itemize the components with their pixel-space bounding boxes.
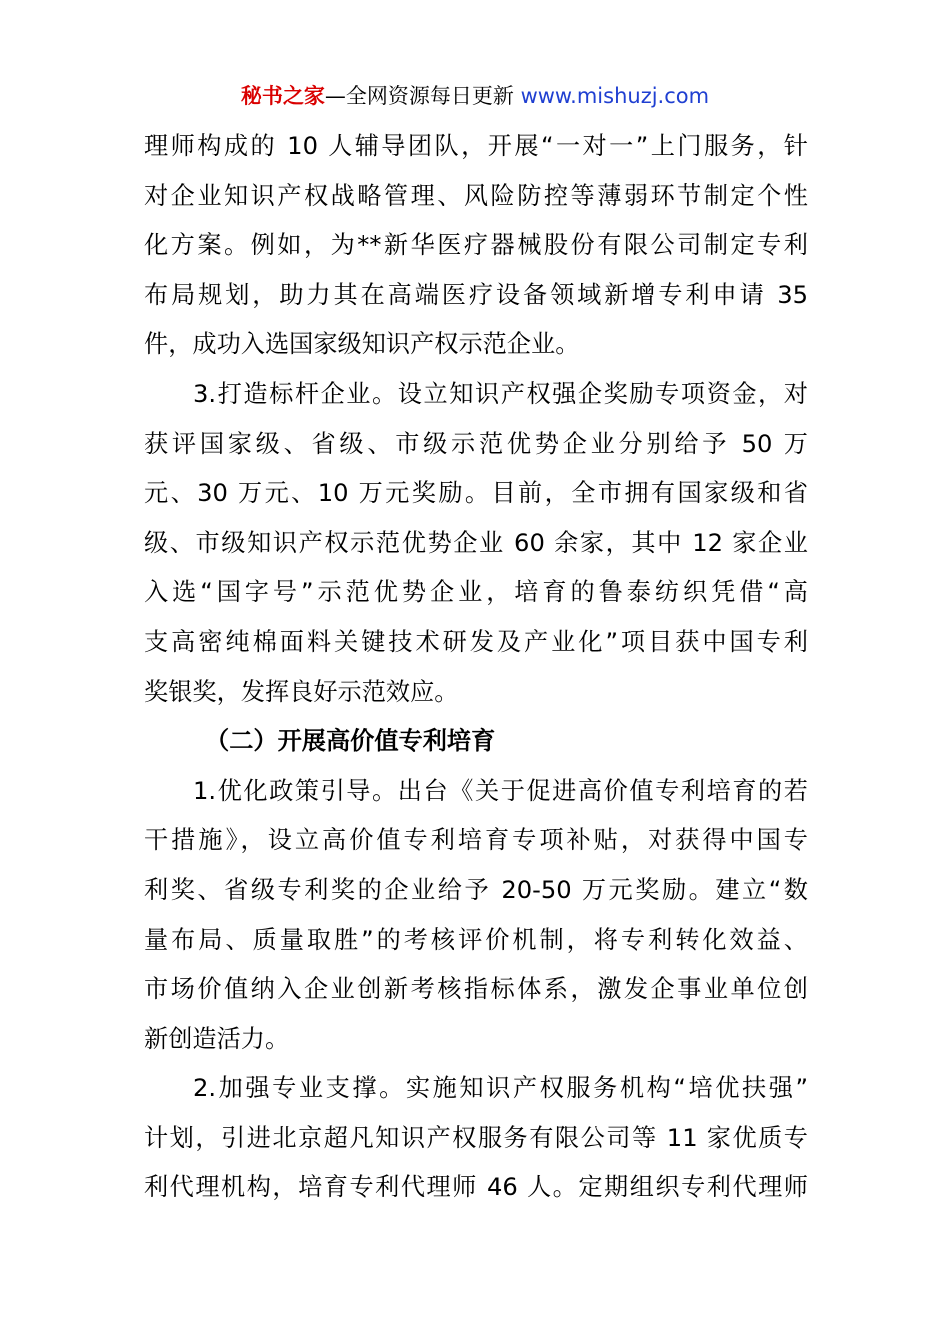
- section-heading: （二）开展高价值专利培育: [205, 727, 496, 756]
- paragraph-line: 对企业知识产权战略管理、风险防控等薄弱环节制定个性: [144, 181, 808, 210]
- paragraph-line: 利代理机构，培育专利代理师 46 人。定期组织专利代理师: [144, 1173, 808, 1202]
- header-tagline: —全网资源每日更新: [324, 84, 514, 108]
- paragraph-line: 干措施》，设立高价值专利培育专项补贴，对获得中国专: [144, 826, 808, 855]
- site-url: www.mishuzj.com: [520, 84, 710, 108]
- paragraph-line: 件，成功入选国家级知识产权示范企业。: [144, 330, 580, 359]
- paragraph-line: 1.优化政策引导。出台《关于促进高价值专利培育的若: [193, 776, 808, 805]
- paragraph-line: 级、市级知识产权示范优势企业 60 余家，其中 12 家企业: [144, 528, 808, 557]
- paragraph-line: 元、30 万元、10 万元奖励。目前，全市拥有国家级和省: [144, 479, 808, 508]
- site-header: [0, 80, 950, 112]
- paragraph-line: 入选“国字号”示范优势企业，培育的鲁泰纺织凭借“高: [144, 578, 808, 607]
- brand-name: 秘书之家: [240, 84, 325, 108]
- paragraph-line: 利奖、省级专利奖的企业给予 20-50 万元奖励。建立“数: [144, 875, 808, 904]
- paragraph-line: 新创造活力。: [144, 1024, 290, 1053]
- paragraph-line: 市场价值纳入企业创新考核指标体系，激发企事业单位创: [144, 975, 808, 1004]
- paragraph-line: 支高密纯棉面料关键技术研发及产业化”项目获中国专利: [144, 627, 808, 656]
- document-body: [144, 122, 808, 1213]
- paragraph-line: 3.打造标杆企业。设立知识产权强企奖励专项资金，对: [193, 379, 808, 408]
- paragraph-line: 奖银奖，发挥良好示范效应。: [144, 677, 459, 706]
- paragraph-line: 量布局、质量取胜”的考核评价机制，将专利转化效益、: [144, 925, 808, 954]
- paragraph-line: 布局规划，助力其在高端医疗设备领域新增专利申请 35: [144, 280, 808, 309]
- paragraph-line: 理师构成的 10 人辅导团队，开展“一对一”上门服务，针: [144, 132, 808, 160]
- paragraph-line: 化方案。例如，为**新华医疗器械股份有限公司制定专利: [144, 231, 808, 260]
- paragraph-line: 获评国家级、省级、市级示范优势企业分别给予 50 万: [144, 429, 808, 458]
- paragraph-line: 2.加强专业支撑。实施知识产权服务机构“培优扶强”: [193, 1074, 808, 1103]
- paragraph-line: 计划，引进北京超凡知识产权服务有限公司等 11 家优质专: [144, 1123, 808, 1152]
